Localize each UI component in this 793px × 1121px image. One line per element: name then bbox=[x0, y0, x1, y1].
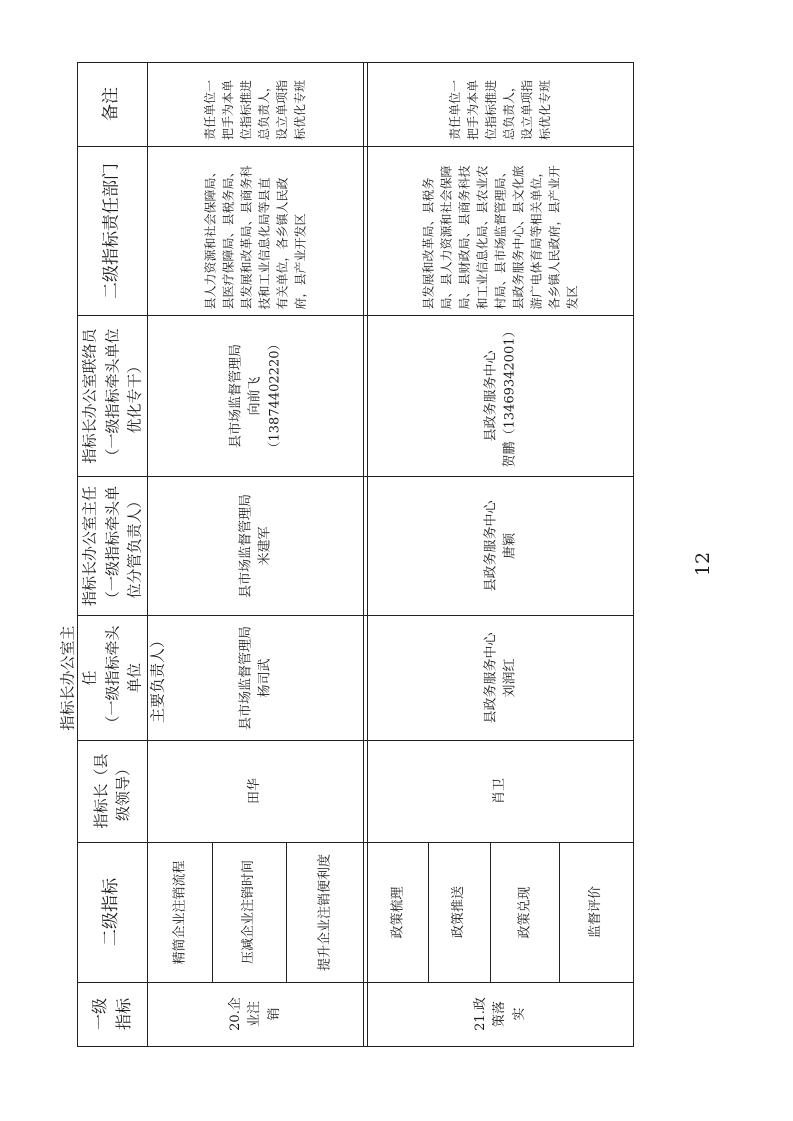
header-office-director-cell bbox=[57, 615, 166, 740]
header-level2-cell bbox=[77, 842, 147, 982]
row-deputy-cell bbox=[367, 476, 633, 615]
row-level1: 20.企 业注 销 bbox=[227, 997, 282, 1031]
page-number: 12 bbox=[692, 551, 714, 577]
row-level2-item-cell bbox=[147, 842, 212, 982]
row-director-cell bbox=[367, 615, 633, 740]
row-remark-cell bbox=[147, 62, 363, 146]
row-level2-item-cell bbox=[490, 842, 559, 982]
row-dept: 县发展和改革局、县税务 局、县人力资源和社会保障 局、县财政局、县商务科技 和工业信息化局、县农业农 村局、县市场监督管理局、 县政务服务中心、县文化旅 游广电体育局等相关单位， 各乡镇人民政府，县产业开 发区 bbox=[421, 164, 579, 309]
header-office-director: 指标长办公室主任 （一级指标牵头单位 主要负责人） bbox=[57, 625, 166, 731]
header-leader: 指标长（县 级领导） bbox=[91, 753, 132, 829]
row-level2-item: 监督评价 bbox=[588, 886, 604, 939]
header-remark-cell bbox=[77, 62, 147, 146]
row-director-cell bbox=[147, 615, 363, 740]
header-level2: 二级指标 bbox=[101, 878, 122, 946]
row-level2-item-cell bbox=[428, 842, 490, 982]
header-dept-cell bbox=[77, 146, 147, 315]
row-level2-item: 提升企业注销便利度 bbox=[316, 853, 332, 971]
row-level2-item-cell bbox=[212, 842, 286, 982]
header-leader-cell bbox=[77, 740, 147, 842]
header-level1: 一级 指标 bbox=[90, 998, 133, 1031]
row-leader-cell bbox=[147, 740, 363, 842]
header-remark: 备注 bbox=[101, 87, 122, 121]
table-border bbox=[77, 1046, 634, 1047]
header-office-liaison: 指标长办公室联络员 （一级指标牵头单位 优化专干） bbox=[80, 328, 144, 464]
row-remark-cell bbox=[367, 62, 633, 146]
row-level1-cell bbox=[147, 982, 363, 1046]
row-level2-item-cell bbox=[286, 842, 363, 982]
row-level2-item: 政策推送 bbox=[451, 886, 467, 939]
row-dept-cell bbox=[367, 146, 633, 315]
row-deputy: 县政务服务中心 唐颖 bbox=[482, 500, 517, 592]
row-deputy: 县市场监督管理局 米建军 bbox=[237, 493, 272, 598]
header-office-deputy-cell bbox=[77, 476, 147, 615]
row-liaison-cell bbox=[367, 315, 633, 476]
row-remark: 责任单位一 把手为本单 位指标推进 总负责人， 设立单项指 标优化专班 bbox=[203, 79, 307, 140]
row-liaison: 县政务服务中心 贺鹏（13469342001） bbox=[482, 324, 517, 467]
row-dept: 县人力资源和社会保障局、 县医疗保障局、县税务局、 县发展和改革局、县商务科 技和工业信息化局等县直 有关单位，各乡镇人民政 府，县产业开发区 bbox=[203, 164, 307, 309]
row-director: 县市场监督管理局 杨司武 bbox=[237, 625, 272, 730]
header-office-liaison-cell bbox=[77, 315, 147, 476]
header-dept: 二级指标责任部门 bbox=[101, 162, 122, 299]
row-level2-item: 政策梳理 bbox=[389, 886, 405, 939]
row-director: 县政务服务中心 刘润红 bbox=[482, 632, 517, 724]
row-level2-item: 压减企业注销时间 bbox=[241, 860, 257, 965]
row-deputy-cell bbox=[147, 476, 363, 615]
row-level1: 21.政 策落 实 bbox=[472, 997, 527, 1031]
row-leader: 田华 bbox=[247, 778, 263, 805]
row-liaison-cell bbox=[147, 315, 363, 476]
row-level2-item: 精简企业注销流程 bbox=[171, 860, 187, 965]
row-remark: 责任单位一 把手为本单 位指标推进 总负责人， 设立单项指 标优化专班 bbox=[448, 79, 552, 140]
row-leader: 肖卫 bbox=[492, 778, 508, 805]
row-level2-item-cell bbox=[559, 842, 633, 982]
row-level2-item-cell bbox=[367, 842, 428, 982]
row-dept-cell bbox=[147, 146, 363, 315]
row-liaison: 县市场监督管理局 向前飞（13874402220） bbox=[227, 337, 282, 454]
row-level1-cell bbox=[367, 982, 633, 1046]
header-level1-cell bbox=[77, 982, 147, 1046]
row-level2-item: 政策兑现 bbox=[516, 886, 532, 939]
row-leader-cell bbox=[367, 740, 633, 842]
header-office-deputy: 指标长办公室主任 （一级指标牵头单 位分管负责人） bbox=[80, 485, 144, 606]
